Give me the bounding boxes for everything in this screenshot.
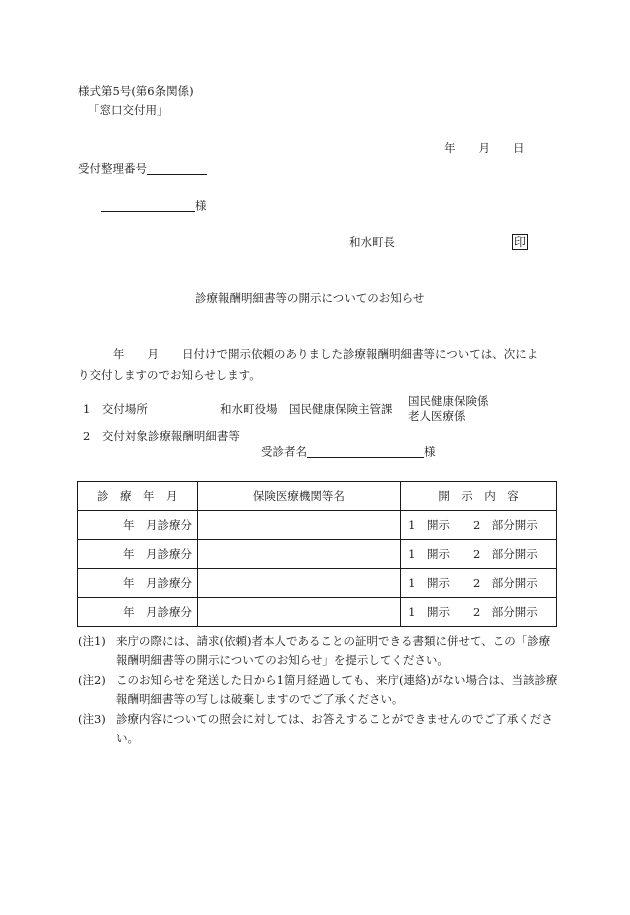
note-label: (注3) [78, 712, 106, 726]
row-provider [197, 540, 401, 569]
row-options: 1 開示 2 部分開示 [401, 598, 557, 627]
patient-label: 受診者名 [261, 444, 307, 459]
body-text-line2: り交付しますのでお知らせします。 [78, 368, 261, 382]
table-row [78, 569, 557, 598]
row-date: 年 月診療分 [78, 569, 198, 598]
note-label: (注2) [78, 673, 106, 687]
header-provider: 保険医療機関等名 [197, 482, 401, 511]
item1-dept2: 老人医療係 [408, 409, 466, 423]
row-provider [197, 569, 401, 598]
item2-label: 2 交付対象診療報酬明細書等 [83, 429, 240, 443]
patient-line [261, 446, 436, 458]
date-line: 年 月 日 [444, 141, 525, 155]
table-header-row [78, 482, 557, 511]
recipient-suffix: 様 [195, 198, 207, 213]
note-2 [78, 671, 558, 709]
note-text: 来庁の際には、請求(依頼)者本人であることの証明できる書類に併せて、この「診療報酬明細書等の開示についてのお知らせ」を提示してください。 [116, 634, 551, 667]
receipt-number-field [147, 163, 207, 175]
records-table [77, 481, 557, 627]
note-text: 診療内容についての照会に対しては、お答えすることができませんのでご了承ください。 [116, 712, 553, 745]
table-row [78, 598, 557, 627]
row-provider [197, 511, 401, 540]
recipient-line [101, 200, 207, 212]
issuer: 和水町長 [349, 235, 395, 249]
note-1 [78, 632, 558, 670]
table-row [78, 540, 557, 569]
note-3 [78, 710, 558, 748]
patient-name-field [307, 446, 424, 458]
row-options: 1 開示 2 部分開示 [401, 540, 557, 569]
row-options: 1 開示 2 部分開示 [401, 511, 557, 540]
form-id: 様式第5号(第6条関係) [78, 84, 194, 98]
seal-box: 印 [514, 235, 527, 249]
row-date: 年 月診療分 [78, 598, 198, 627]
body-text-line1: 年 月 日付けで開示依頼のありました診療報酬明細書等については、次によ [113, 347, 539, 361]
note-text: このお知らせを発送した日から1箇月経過しても、来庁(連絡)がない場合は、当該診療報酬明細書等の写しは破棄しますのでご了承ください。 [116, 673, 558, 706]
row-options: 1 開示 2 部分開示 [401, 569, 557, 598]
row-date: 年 月診療分 [78, 540, 198, 569]
patient-suffix: 様 [424, 444, 436, 459]
note-label: (注1) [78, 634, 106, 648]
receipt-number-label: 受付整理番号 [78, 161, 147, 176]
table-row [78, 511, 557, 540]
row-date: 年 月診療分 [78, 511, 198, 540]
recipient-name-field [101, 200, 195, 212]
item1-place: 和水町役場 国民健康保険主管課 [220, 402, 393, 416]
receipt-number [78, 163, 207, 175]
page-title: 診療報酬明細書等の開示についてのお知らせ [195, 291, 425, 305]
item1-dept1: 国民健康保険係 [408, 394, 489, 408]
form-type: 「窓口交付用」 [88, 103, 169, 117]
row-provider [197, 598, 401, 627]
header-content: 開 示 内 容 [401, 482, 557, 511]
header-date: 診 療 年 月 [78, 482, 198, 511]
item1-label: 1 交付場所 [83, 402, 148, 416]
